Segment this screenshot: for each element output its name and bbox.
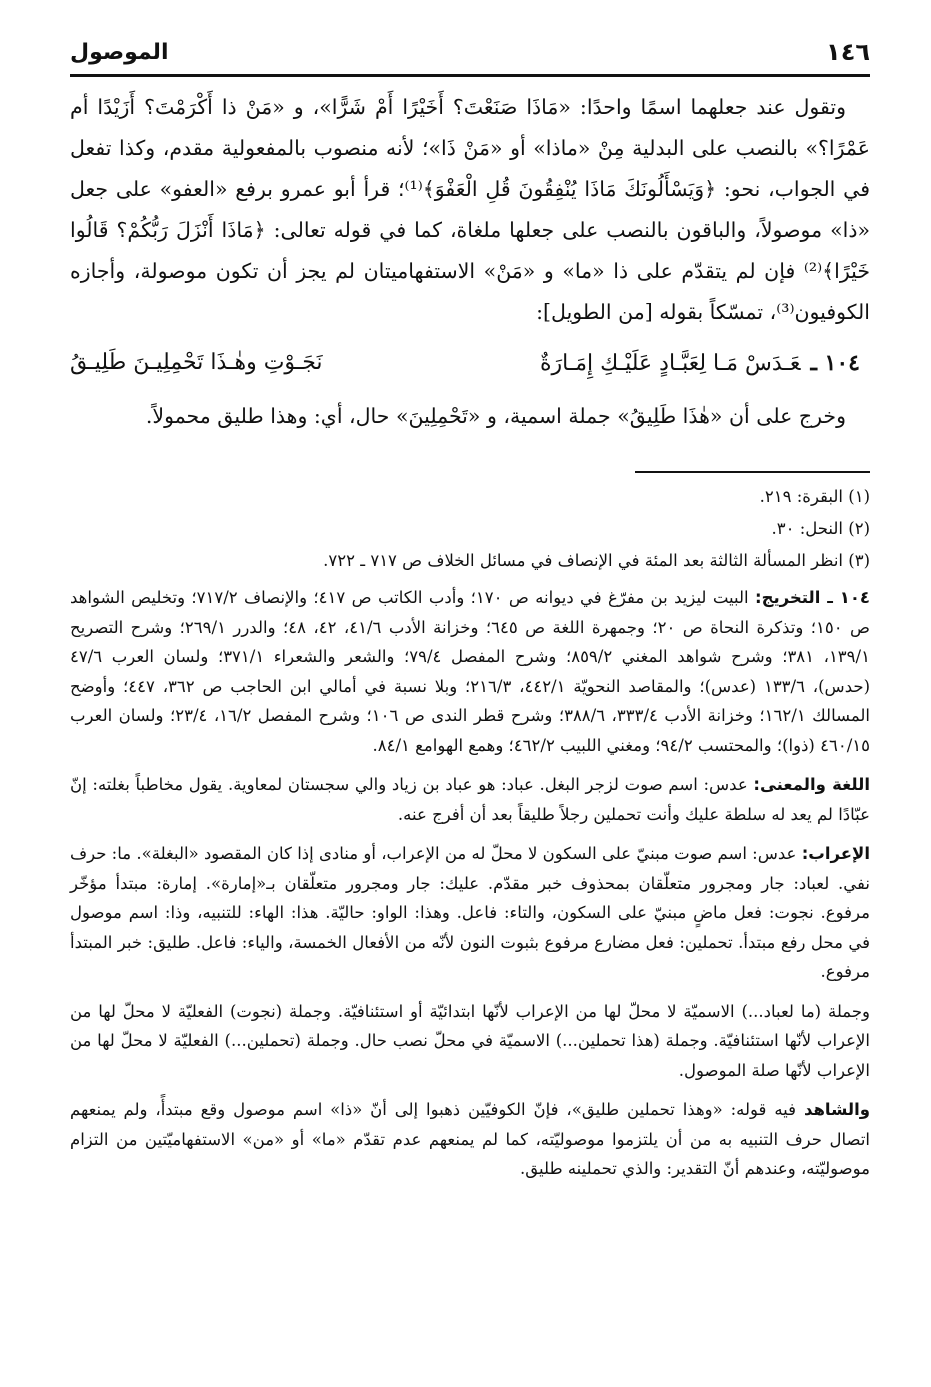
- footnote: (٣) انظر المسألة الثالثة بعد المئة في الإنصاف في مسائل الخلاف ص ٧١٧ ـ ٧٢٢.: [323, 551, 870, 570]
- page-header: [70, 30, 870, 77]
- verse-first-hemistich: [540, 343, 860, 384]
- irab-label: الإعراب:: [801, 844, 870, 863]
- footnote-separator: [635, 471, 870, 473]
- shahid-label: والشاهد: [803, 1100, 871, 1119]
- shahid-text: فيه قوله: «وهذا تحملين طليق»، فإنّ الكوفيّين ذهبوا إلى أنّ «ذا» اسم موصول وقع مبتدأً، ولم يمنعهم اتصال حرف التنبيه به من أن يلتزموا موصوليّته، كما لم يمنعهم عدم تقدّم «ما» أو «من» الاستفهاميّتين من التزام موصوليّته، وعندهم أنّ التقدير: والذي تحملينه طليق.: [70, 1100, 870, 1178]
- lugha-label: اللغة والمعنى:: [753, 775, 870, 794]
- irab-note: [70, 839, 870, 987]
- running-title: الموصول: [70, 39, 169, 65]
- footnote: (١) البقرة: ٢١٩.: [759, 487, 870, 506]
- takhrij-label: ١٠٤ ـ التخريج:: [754, 588, 870, 607]
- footnotes: [70, 481, 870, 577]
- lugha-note: [70, 770, 870, 829]
- takhrij-note: [70, 583, 870, 760]
- verse-second-half: نَجَـوْتِ وهٰـذَا تَحْمِلِيـنَ طَلِيـقُ: [70, 350, 323, 375]
- verse-first-half: عَـدَسْ مَـا لِعَبَّـادٍ عَلَيْـكِ إِمَـارَةٌ: [539, 351, 801, 376]
- verse-number: ١٠٤ ـ: [810, 350, 860, 376]
- shahid-note: [70, 1095, 870, 1184]
- poetry-verse: [70, 343, 860, 384]
- verse-notes: [70, 583, 870, 1184]
- irab-text: عدس: اسم صوت مبنيّ على السكون لا محلّ له من الإعراب، أو منادى إذا كان المقصود «البغلة». ما: حرف نفي. لعباد: جار ومجرور متعلّقان بمحذوف خبر مقدّم. عليك: جار ومجرور متعلّقان بـ«إمارة». إمارة: مبتدأ مؤخّر مرفوع. نجوت: فعل ماضٍ مبنيّ على السكون، والتاء: فاعل. وهذا: الواو: حاليّة. هذا: الهاء: للتنبيه، وذا: اسم موصول في محل رفع مبتدأ. تحملين: فعل مضارع مرفوع بثبوت النون لأنّه من الأفعال الخمسة، والياء: فاعل. طليق: خبر المبتدأ مرفوع.: [70, 844, 870, 981]
- paragraph: وخرج على أن «هٰذَا طَلِيقُ» جملة اسمية، و «تَحْمِلِينَ» حال، أي: وهذا طليق محمولاً.: [145, 404, 846, 428]
- page: [70, 30, 870, 1184]
- lugha-text: عدس: اسم صوت لزجر البغل. عباد: هو عباد بن زياد والي سجستان لمعاوية. يقول مخاطباً بغلته: إنّ عبّادًا لم يعد له سلطة عليك وأنت تحملين رجلاً طليقاً بعد أن أفرج عنه.: [70, 775, 870, 824]
- takhrij-text: البيت ليزيد بن مفرّغ في ديوانه ص ١٧٠؛ وأدب الكاتب ص ٤١٧؛ والإنصاف ٧١٧/٢؛ وتخليص الشواهد ص ١٥٠؛ وتذكرة النحاة ص ٢٠؛ وجمهرة اللغة ص ٦٤٥؛ وخزانة الأدب ٤١/٦، ٤٢، ٤٨؛ والدرر ٢٦٩/١؛ وشرح التصريح ١٣٩/١، ٣٨١؛ وشرح شواهد المغني ٨٥٩/٢؛ وشرح المفصل ٧٩/٤؛ والشعر والشعراء ٣٧١/١؛ ولسان العرب ٤٧/٦ (حدس)، ١٣٣/٦ (عدس)؛ والمقاصد النحويّة ٤٤٢/١، ٢١٦/٣؛ وبلا نسبة في أمالي ابن الحاجب ص ٣٦٢، ٤٤٧؛ وأوضح المسالك ١٦٢/١؛ وخزانة الأدب ٣٣٣/٤، ٣٨٨/٦؛ وشرح قطر الندى ص ١٠٦؛ وشرح المفصل ١٦/٢، ٢٣/٤؛ ولسان العرب ٤٦٠/١٥ (ذوا)؛ والمحتسب ٩٤/٢؛ ومغني اللبيب ٤٦٢/٢؛ وهمع الهوامع ٨٤/١.: [70, 588, 871, 755]
- jumal-note: وجملة (ما لعباد...) الاسميّة لا محلّ لها من الإعراب لأنّها ابتدائيّة أو استئنافيّة. وجملة (نجوت) الفعليّة لا محلّ لها من الإعراب لأنّها استئنافيّة. وجملة (هذا تحملين...) الاسميّة في محلّ نصب حال. وجملة (تحملين...) الفعليّة لا محلّ لها من الإعراب لأنّها صلة الموصول.: [70, 1001, 870, 1080]
- page-number: ١٤٦: [826, 38, 870, 66]
- footnote: (٢) النحل: ٣٠.: [771, 519, 870, 538]
- main-text: [70, 87, 870, 437]
- paragraph: وتقول عند جعلهما اسمًا واحدًا: «مَاذَا صَنَعْتَ؟ أَخَيْرًا أَمْ شَرًّا»، و «مَنْ ذا أَكْرَمْتَ؟ أَزَيْدًا أم عَمْرًا؟» بالنصب على البدلية مِنْ «ماذا» أو «مَنْ ذَا»؛ لأنه منصوب بالمفعولية مقدم، وكذا تفعل في الجواب، نحو: ﴿وَيَسْأَلُونَكَ مَاذَا يُنْفِقُونَ قُلِ الْعَفْوَ﴾⁽¹⁾؛ قرأ أبو عمرو برفع «العفو» على جعل «ذا» موصولاً، والباقون بالنصب على جعلها ملغاة، كما في قوله تعالى: ﴿مَاذَا أَنْزَلَ رَبُّكُمْ؟ قَالُوا خَيْرًا﴾⁽²⁾ فإن لم يتقدّم على ذا «ما» و «مَنْ» الاستفهاميتان لم يجز أن تكون موصولة، وأجازه الكوفيون⁽³⁾، تمسّكاً بقوله [من الطويل]:: [70, 95, 870, 324]
